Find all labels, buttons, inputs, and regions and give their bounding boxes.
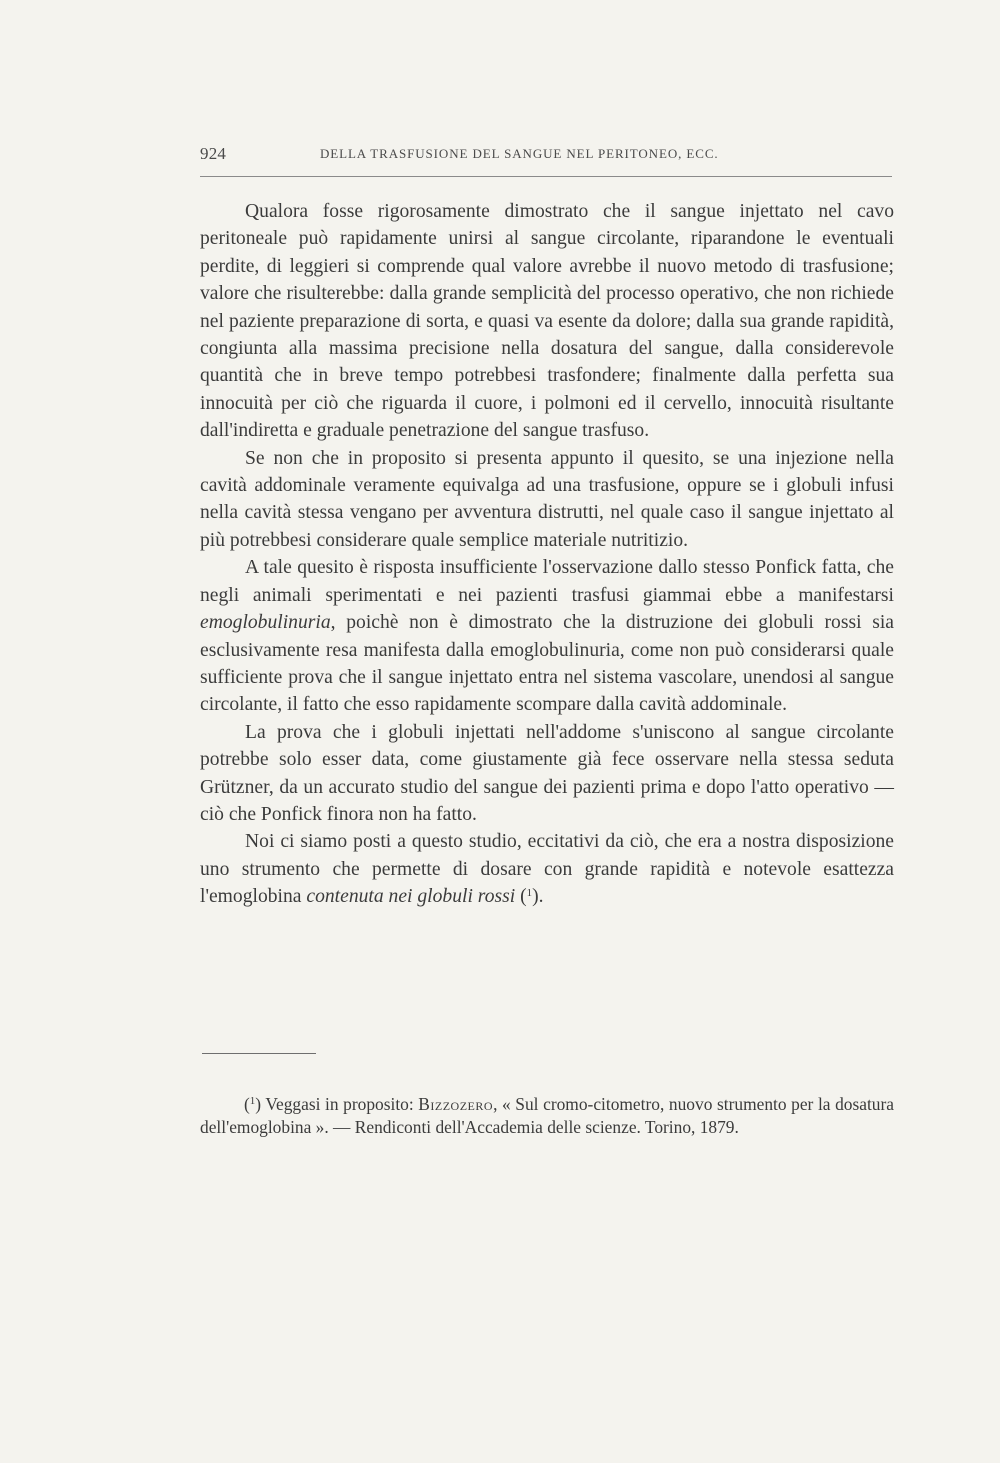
footnote-marker-open: (: [244, 1094, 250, 1114]
footnote-text-b: , « Sul cromo-citometro, nuovo strumento per la dosatura dell'emoglobina ». — Rendiconti dell'Accademia delle scienze. Torino, 1879.: [200, 1094, 895, 1137]
paragraph-5-italic-phrase: contenuta nei globuli rossi: [306, 886, 516, 908]
footnote: [200, 1093, 894, 1138]
footnote-reference[interactable]: 1: [526, 887, 533, 900]
page-number: 924: [200, 144, 227, 163]
paragraph-3: [200, 554, 894, 718]
footnote-author: Bizzozero: [418, 1094, 494, 1114]
paragraph-5: [200, 828, 894, 910]
paragraph-5-text-a: Noi ci siamo posti a questo studio, eccitativi da ciò, che era a nostra disposizione uno strumento che permette di dosare con grande rapidità e notevole esattezza l'emoglobina: [200, 831, 894, 908]
main-text: [200, 198, 894, 911]
paragraph-3-text-a: A tale quesito è risposta insufficiente l'osservazione dallo stesso Ponfick fatta, che negli animali sperimentati e nei pazienti trasfusi giammai ebbe a manifestarsi: [200, 557, 894, 606]
footnote-rule: [202, 1053, 316, 1054]
running-title: DELLA TRASFUSIONE DEL SANGUE NEL PERITONEO, ECC.: [320, 146, 719, 161]
paragraph-1: Qualora fosse rigorosamente dimostrato che il sangue injettato nel cavo peritoneale può rapidamente unirsi al sangue circolante, riparandone le eventuali perdite, di leggieri si comprende qual valore avrebbe il nuovo metodo di trasfusione; valore che risulterebbe: dalla grande semplicità del processo operativo, che non richiede nel paziente preparazione di sorta, e quasi va esente da dolore; dalla sua grande rapidità, congiunta alla massima precisione nella dosatura del sangue, dalla considerevole quantità che in breve tempo potrebbesi trasfondere; finalmente dalla perfetta sua innocuità per ciò che riguarda il cuore, i polmoni ed il cervello, innocuità risultante dall'indiretta e graduale penetrazione del sangue trasfuso.: [200, 201, 894, 442]
header-rule: [200, 176, 892, 177]
paragraph-3-italic-term: emoglobulinuria: [200, 612, 331, 634]
paragraph-4: La prova che i globuli injettati nell'addome s'uniscono al sangue circolante potrebbe solo esser data, come giustamente già fece osservare nella stessa seduta Grützner, da un accurato studio del sangue dei pazienti prima e dopo l'atto operativo — ciò che Ponfick finora non ha fatto.: [200, 721, 894, 825]
running-head: [200, 144, 892, 170]
footnote-text-a: ) Veggasi in proposito:: [255, 1094, 419, 1114]
paragraph-5-text-b: (: [515, 886, 527, 908]
footnote-marker: 1: [249, 1095, 256, 1107]
paragraph-5-text-end: ).: [532, 886, 544, 908]
paragraph-3-text-b: , poichè non è dimostrato che la distruzione dei globuli rossi sia esclusivamente resa manifesta dalla emoglobulinuria, come non può considerarsi quale sufficiente prova che il sangue injettato entra nel sistema vascolare, unendosi al sangue circolante, il fatto che esso rapidamente scompare dalla cavità addominale.: [200, 612, 894, 716]
paragraph-2: Se non che in proposito si presenta appunto il quesito, se una injezione nella cavità addominale veramente equivalga ad una trasfusione, oppure se i globuli infusi nella cavità stessa vengano per avventura distrutti, nel quale caso il sangue injettato al più potrebbesi considerare quale semplice materiale nutritizio.: [200, 447, 894, 551]
